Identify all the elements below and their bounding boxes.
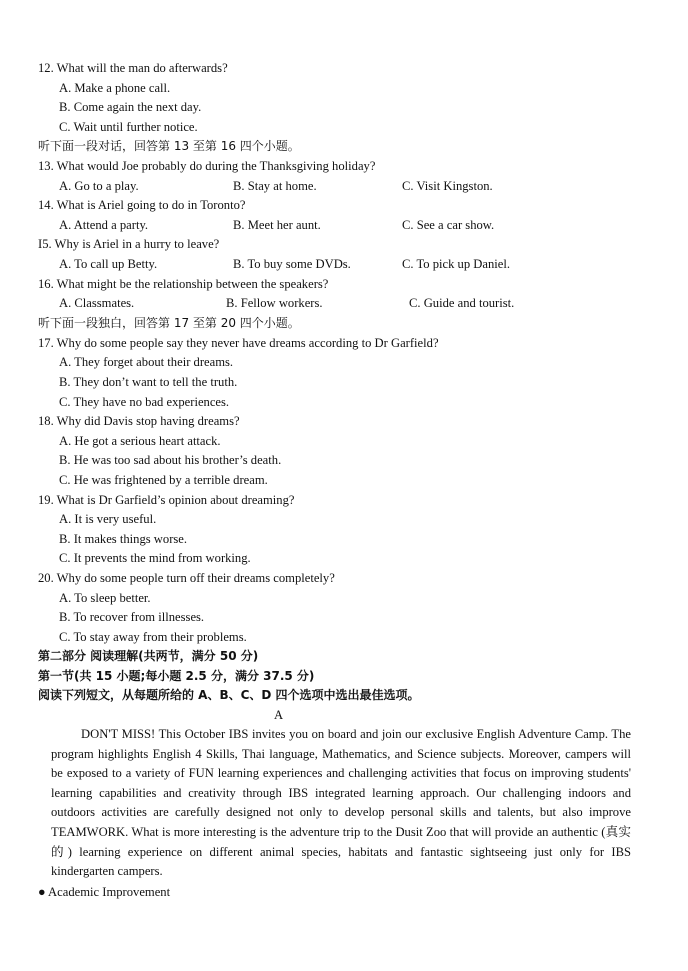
option-12c: C. Wait until further notice. — [59, 120, 198, 134]
question-15: I5. Why is Ariel in a hurry to leave? — [38, 237, 220, 251]
option-19c: C. It prevents the mind from working. — [59, 551, 251, 565]
option-16a: A. Classmates. — [59, 296, 135, 310]
option-13a: A. Go to a play. — [59, 179, 139, 193]
bullet-academic-improvement: ● Academic Improvement — [38, 885, 171, 899]
question-18: 18. Why did Davis stop having dreams? — [38, 414, 240, 428]
option-17c: C. They have no bad experiences. — [59, 395, 230, 409]
option-17a: A. They forget about their dreams. — [59, 355, 234, 369]
option-20c: C. To stay away from their problems. — [59, 630, 247, 644]
question-17: 17. Why do some people say they never have dreams according to Dr Garfield? — [38, 336, 439, 350]
option-12b: B. Come again the next day. — [59, 100, 202, 114]
reading-directions: 阅读下列短文，从每题所给的 A、B、C、D 四个选项中选出最佳选项。 — [38, 688, 420, 702]
option-18a: A. He got a serious heart attack. — [59, 434, 221, 448]
instruction-dialogue: 听下面一段对话，回答第 13 至第 16 四个小题。 — [38, 139, 300, 153]
question-20: 20. Why do some people turn off their dreams completely? — [38, 571, 335, 585]
question-19: 19. What is Dr Garfield’s opinion about dreaming? — [38, 493, 295, 507]
option-18b: B. He was too sad about his brother’s death. — [59, 453, 282, 467]
option-16b: B. Fellow workers. — [226, 296, 323, 310]
option-14a: A. Attend a party. — [59, 218, 149, 232]
question-12: 12. What will the man do afterwards? — [38, 61, 228, 75]
option-20a: A. To sleep better. — [59, 591, 151, 605]
option-15c: C. To pick up Daniel. — [402, 257, 511, 271]
passage-a-text: DON'T MISS! This October IBS invites you on board and join our exclusive English Adventure Camp. The program highlights English 4 Skills, Thai language, Mathematics, and Science subjects. Moreover, campers will be exposed to a variety of FUN learning experiences and challenging activities that focus on improving students' learning capabilities and creativity through IBS integrated learning approach. Our challenging indoors and outdoors activities are carefully designed not only to develop personal skills and talents, but also improve TEAMWORK. What is more interesting is the adventure trip to the Dusit Zoo that will provide an authentic (真实的) learning experience on different animal species, habitats and fantastic sightseeing just only for IBS kindergarten campers. — [51, 727, 631, 879]
option-19a: A. It is very useful. — [59, 512, 157, 526]
part2-title: 第二部分 阅读理解(共两节，满分 50 分) — [38, 649, 259, 663]
option-15b: B. To buy some DVDs. — [233, 257, 351, 271]
option-14b: B. Meet her aunt. — [233, 218, 321, 232]
option-15a: A. To call up Betty. — [59, 257, 158, 271]
option-13c: C. Visit Kingston. — [402, 179, 493, 193]
option-13b: B. Stay at home. — [233, 179, 317, 193]
passage-label: A — [274, 708, 284, 722]
question-13: 13. What would Joe probably do during the Thanksgiving holiday? — [38, 159, 376, 173]
question-16: 16. What might be the relationship between the speakers? — [38, 277, 329, 291]
option-19b: B. It makes things worse. — [59, 532, 188, 546]
option-12a: A. Make a phone call. — [59, 81, 171, 95]
option-20b: B. To recover from illnesses. — [59, 610, 205, 624]
instruction-monologue: 听下面一段独白，回答第 17 至第 20 四个小题。 — [38, 316, 300, 330]
option-17b: B. They don’t want to tell the truth. — [59, 375, 238, 389]
option-18c: C. He was frightened by a terrible dream. — [59, 473, 268, 487]
option-14c: C. See a car show. — [402, 218, 495, 232]
option-16c: C. Guide and tourist. — [409, 296, 515, 310]
section1-heading: 第一节(共 15 小题;每小题 2.5 分，满分 37.5 分) — [38, 669, 315, 683]
question-14: 14. What is Ariel going to do in Toronto? — [38, 198, 246, 212]
